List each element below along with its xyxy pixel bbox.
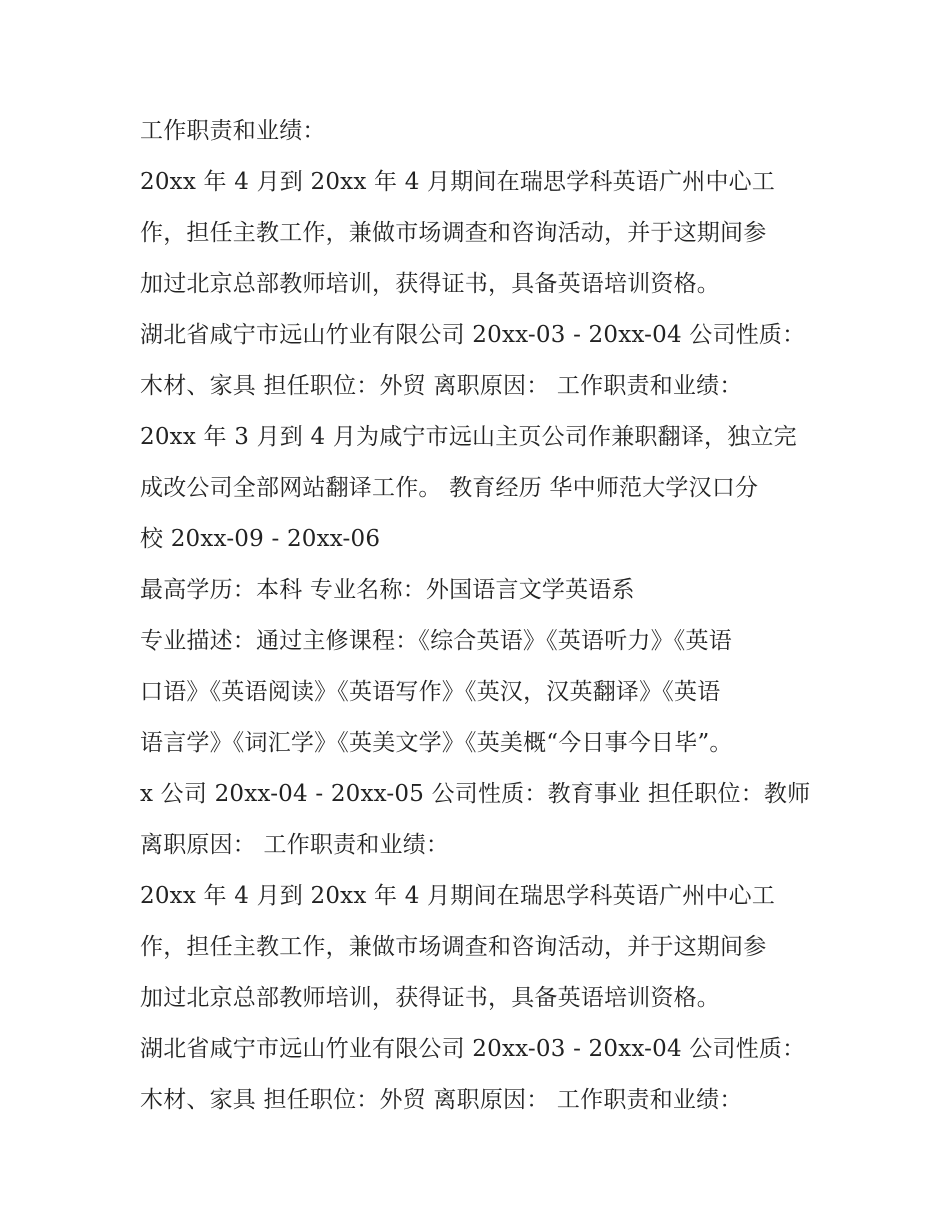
text-line: x 公司 20xx-04 - 20xx-05 公司性质：教育事业 担任职位：教师 [140,781,811,807]
text-line: 专业描述：通过主修课程：《综合英语》《英语听力》《英语 [140,628,732,654]
text-line: 木材、家具 担任职位：外贸 离职原因： 工作职责和业绩： [140,373,743,399]
text-line: 湖北省咸宁市远山竹业有限公司 20xx-03 - 20xx-04 公司性质： [140,1036,806,1062]
text-line: 口语》《英语阅读》《英语写作》《英汉，汉英翻译》《英语 [140,679,721,705]
text-line: 工作职责和业绩： [140,118,326,144]
text-line: 成改公司全部网站翻译工作。 教育经历 华中师范大学汉口分 [140,475,759,501]
document-body [140,106,830,1126]
text-line: 最高学历：本科 专业名称：外国语言文学英语系 [140,577,635,603]
text-line: 湖北省咸宁市远山竹业有限公司 20xx-03 - 20xx-04 公司性质： [140,322,806,348]
text-line: 木材、家具 担任职位：外贸 离职原因： 工作职责和业绩： [140,1087,743,1113]
text-line: 作，担任主教工作，兼做市场调查和咨询活动，并于这期间参 [140,220,767,246]
text-line: 作，担任主教工作，兼做市场调查和咨询活动，并于这期间参 [140,934,767,960]
text-line: 加过北京总部教师培训，获得证书，具备英语培训资格。 [140,985,720,1011]
text-line: 离职原因： 工作职责和业绩： [140,832,450,858]
text-line: 20xx 年 3 月到 4 月为咸宁市远山主页公司作兼职翻译，独立完 [140,424,797,450]
text-line: 20xx 年 4 月到 20xx 年 4 月期间在瑞思学科英语广州中心工 [140,883,776,909]
text-line: 校 20xx-09 - 20xx-06 [140,526,381,552]
text-line: 语言学》《词汇学》《英美文学》《英美概“今日事今日毕”。 [140,730,733,756]
text-line: 20xx 年 4 月到 20xx 年 4 月期间在瑞思学科英语广州中心工 [140,169,776,195]
text-line: 加过北京总部教师培训，获得证书，具备英语培训资格。 [140,271,720,297]
